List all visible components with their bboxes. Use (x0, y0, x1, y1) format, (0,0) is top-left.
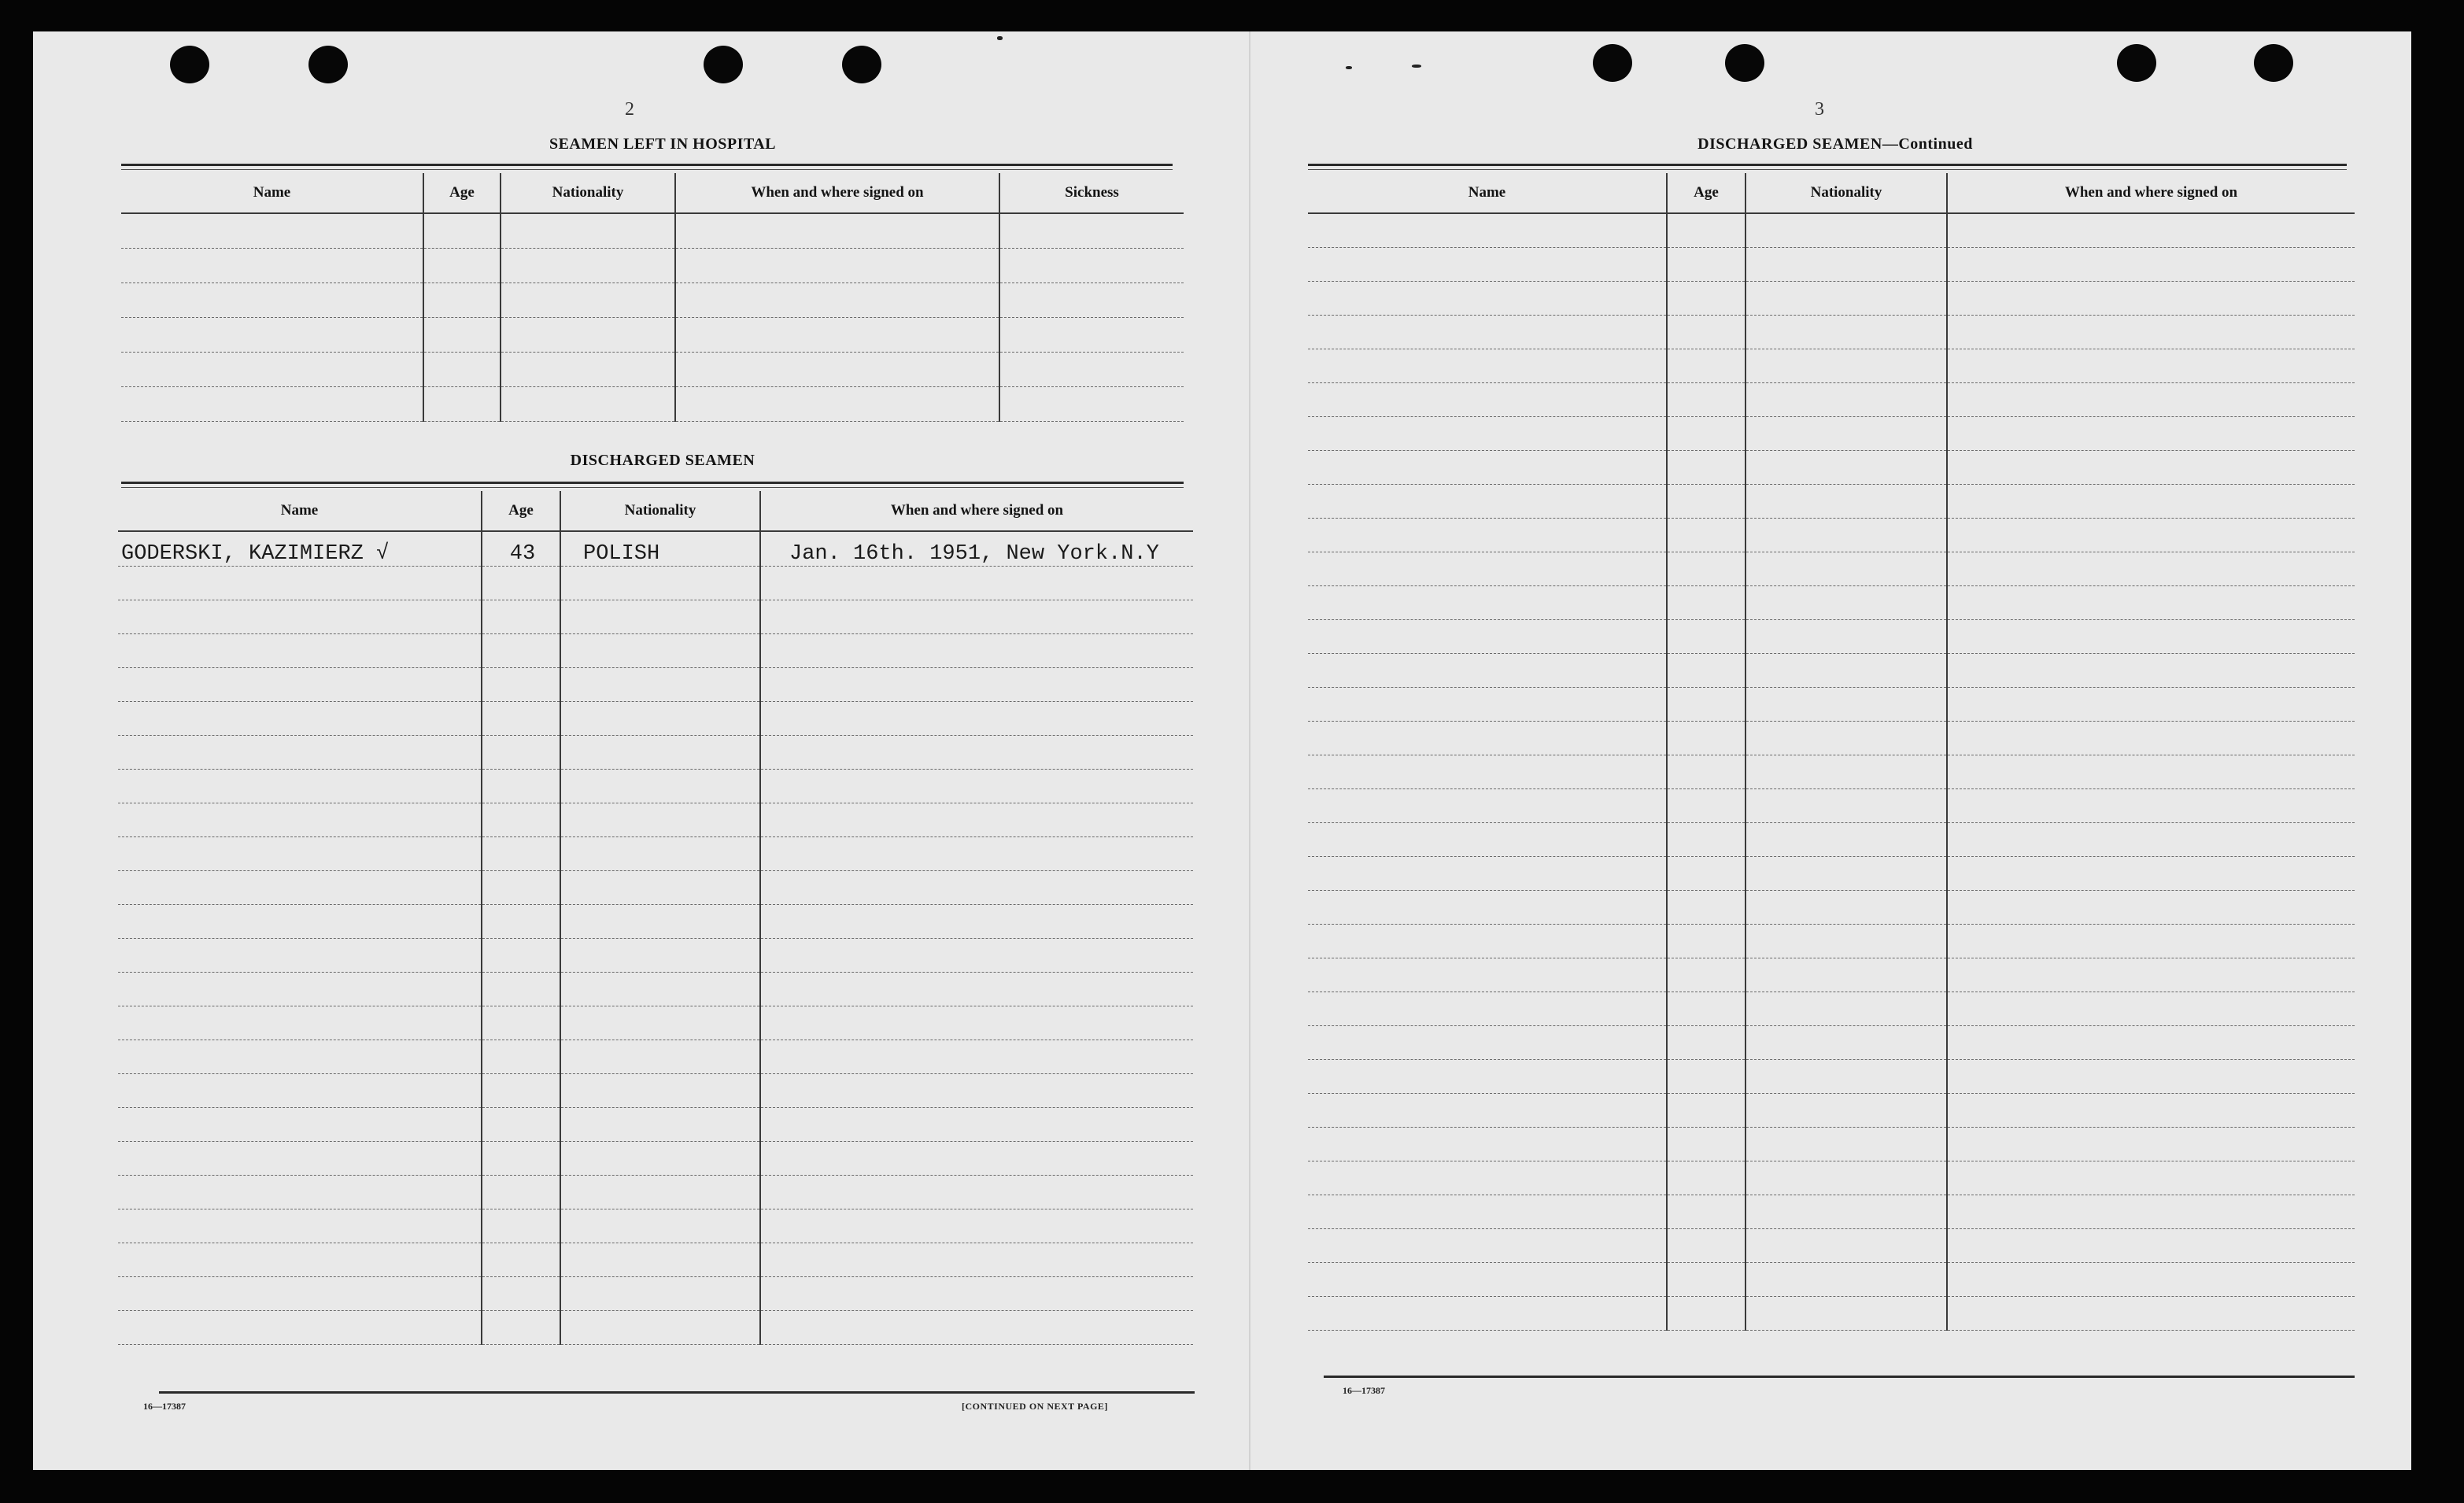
table-row (118, 1243, 1193, 1276)
scan-speck (1346, 66, 1352, 69)
table-row (1308, 1093, 2355, 1127)
discharged-continued-title-suffix: —Continued (1882, 135, 1973, 153)
table-row (118, 1175, 1193, 1209)
table-row (1308, 924, 2355, 958)
scan-speck (997, 36, 1003, 40)
table-row (118, 566, 1193, 600)
table-row (1308, 1296, 2355, 1330)
table-row (121, 213, 1184, 248)
discharged-continued-table (1308, 173, 2355, 1331)
hospital-col-sickness: Sickness (999, 173, 1184, 213)
table-row (1308, 450, 2355, 484)
discharged-table (118, 491, 1193, 1345)
table-row (1308, 552, 2355, 585)
table-row (1308, 755, 2355, 788)
page-fold (1249, 31, 1250, 1470)
table-row (118, 1209, 1193, 1243)
hospital-section-title: SEAMEN LEFT IN HOSPITAL (549, 135, 777, 153)
form-number-right: 16—17387 (1343, 1385, 1385, 1396)
table-row (1308, 1059, 2355, 1093)
table-row (1308, 958, 2355, 992)
discharged-section-title: DISCHARGED SEAMEN (570, 452, 755, 469)
table-row (121, 352, 1184, 386)
right-col-signed-on: When and where signed on (1947, 173, 2355, 213)
table-row (118, 1310, 1193, 1344)
discharged-top-rule (121, 482, 1184, 484)
right-top-rule (1308, 164, 2347, 166)
table-row (1308, 822, 2355, 856)
table-row (121, 283, 1184, 317)
table-row (1308, 1228, 2355, 1262)
right-bottom-rule (1324, 1376, 2355, 1378)
hospital-col-age: Age (423, 173, 501, 213)
table-row (1308, 416, 2355, 450)
hospital-top-rule (121, 164, 1173, 166)
table-row (1308, 788, 2355, 822)
table-row (1308, 1262, 2355, 1296)
table-row (1308, 1025, 2355, 1059)
seaman-signed-on: Jan. 16th. 1951, New York.N.Y (760, 531, 1193, 566)
table-row (118, 633, 1193, 667)
table-row (1308, 856, 2355, 890)
punch-hole (704, 46, 743, 83)
table-row (118, 735, 1193, 769)
table-row (121, 317, 1184, 352)
punch-hole (842, 46, 881, 83)
table-row (118, 667, 1193, 701)
table-row (1308, 382, 2355, 416)
discharged-top-rule-thin (121, 487, 1184, 488)
hospital-col-signed-on: When and where signed on (675, 173, 999, 213)
right-col-nationality: Nationality (1745, 173, 1947, 213)
hospital-header-row (121, 173, 1184, 213)
table-row (118, 769, 1193, 803)
table-row (118, 1006, 1193, 1040)
form-number-left: 16—17387 (143, 1401, 186, 1412)
hospital-table (121, 173, 1184, 422)
discharged-col-nationality: Nationality (560, 491, 760, 531)
table-row (1308, 315, 2355, 349)
table-row (1308, 1127, 2355, 1161)
table-row (118, 531, 1193, 566)
table-row (118, 1073, 1193, 1107)
table-row (121, 248, 1184, 283)
table-row (1308, 653, 2355, 687)
punch-hole (2254, 44, 2293, 82)
discharged-header-row (118, 491, 1193, 531)
table-row (1308, 349, 2355, 382)
table-row (1308, 992, 2355, 1025)
table-row (1308, 721, 2355, 755)
seaman-age: 43 (482, 531, 560, 566)
right-top-rule-thin (1308, 169, 2347, 170)
punch-hole (2117, 44, 2156, 82)
seaman-nationality: POLISH (560, 531, 760, 566)
table-row (1308, 518, 2355, 552)
table-row (118, 1141, 1193, 1175)
scanned-document (33, 31, 2411, 1470)
table-row (1308, 484, 2355, 518)
table-row (118, 972, 1193, 1006)
discharged-col-name: Name (118, 491, 482, 531)
right-col-name: Name (1308, 173, 1667, 213)
table-row (1308, 687, 2355, 721)
continued-note: [CONTINUED ON NEXT PAGE] (962, 1401, 1108, 1412)
table-row (1308, 247, 2355, 281)
punch-hole (1725, 44, 1764, 82)
table-row (1308, 585, 2355, 619)
table-row (1308, 619, 2355, 653)
table-row (118, 904, 1193, 938)
table-row (118, 870, 1193, 904)
hospital-col-nationality: Nationality (501, 173, 675, 213)
discharged-bottom-rule (159, 1391, 1195, 1394)
table-row (118, 938, 1193, 972)
punch-hole (308, 46, 348, 83)
table-row (1308, 1195, 2355, 1228)
table-row (1308, 281, 2355, 315)
table-row (1308, 213, 2355, 247)
table-row (118, 1040, 1193, 1073)
table-row (118, 836, 1193, 870)
table-row (118, 803, 1193, 836)
discharged-continued-title (1615, 135, 2056, 153)
page-number-left: 2 (625, 99, 634, 120)
table-row (121, 386, 1184, 421)
table-row (118, 701, 1193, 735)
seaman-name: GODERSKI, KAZIMIERZ √ (118, 531, 482, 566)
discharged-continued-title-main: DISCHARGED SEAMEN (1697, 135, 1882, 153)
discharged-col-signed-on: When and where signed on (760, 491, 1193, 531)
table-row (118, 600, 1193, 633)
punch-hole (170, 46, 209, 83)
discharged-col-age: Age (482, 491, 560, 531)
scan-speck (1412, 65, 1421, 68)
right-header-row (1308, 173, 2355, 213)
right-col-age: Age (1667, 173, 1745, 213)
page-number-right: 3 (1815, 99, 1824, 120)
punch-hole (1593, 44, 1632, 82)
hospital-top-rule-thin (121, 169, 1173, 170)
table-row (1308, 1161, 2355, 1195)
table-row (118, 1107, 1193, 1141)
table-row (118, 1276, 1193, 1310)
table-row (1308, 890, 2355, 924)
hospital-col-name: Name (121, 173, 423, 213)
